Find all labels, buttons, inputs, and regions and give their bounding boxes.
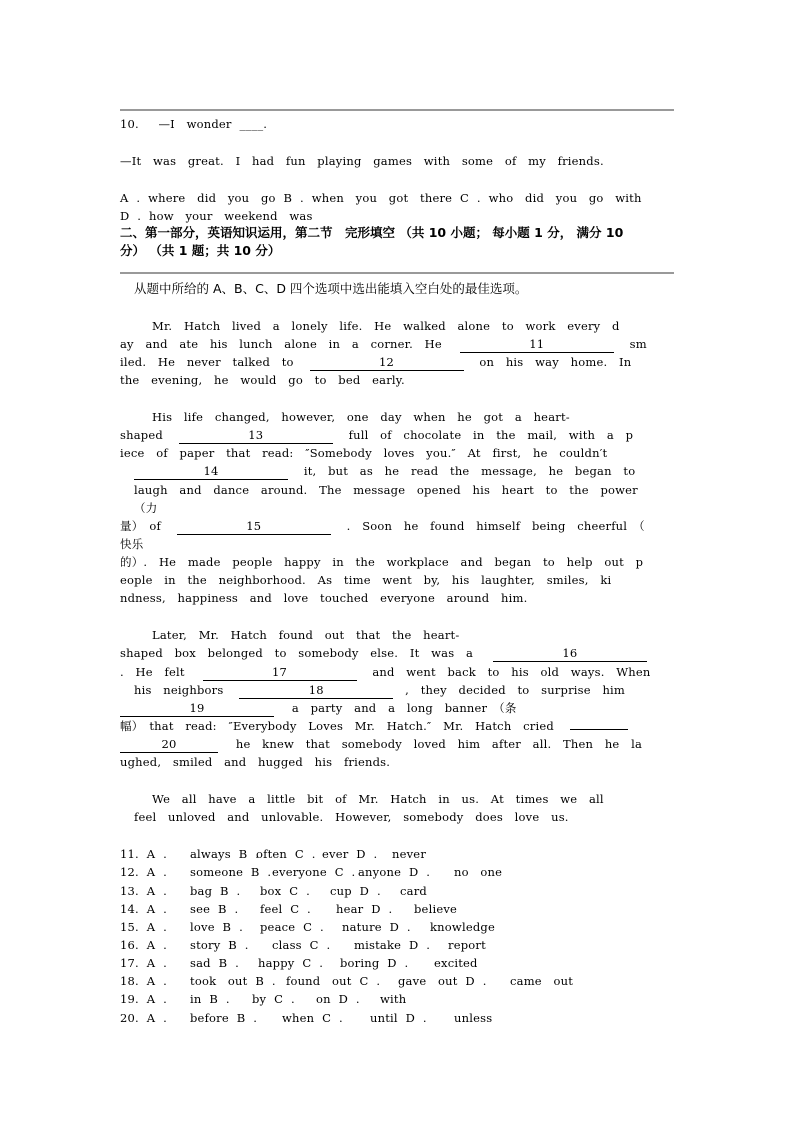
passage-line: （力 [134, 501, 158, 515]
option-c[interactable]: on D . [316, 992, 360, 1006]
passage-line [120, 717, 628, 735]
passage-line [120, 426, 633, 444]
question-20-options [120, 1009, 492, 1027]
blank-18[interactable]: 18 [239, 683, 393, 699]
passage-line: Later, Mr. Hatch found out that the heart- [152, 628, 460, 642]
question-19-options [120, 990, 406, 1008]
option-d[interactable]: never [392, 847, 427, 861]
question-number: 19. A . [120, 992, 167, 1006]
passage-line: laugh and dance around. The message opened his heart to the power [134, 483, 638, 497]
passage-line [120, 644, 647, 662]
passage-text: and went back to his old ways. When [372, 665, 651, 679]
question-15-options [120, 918, 495, 936]
option-a[interactable]: someone B . [190, 865, 272, 879]
option-a[interactable]: took out B . [190, 974, 276, 988]
question-number: 17. A . [120, 956, 167, 970]
passage-text: full of chocolate in the mail, with a p [348, 428, 634, 442]
passage-line [120, 353, 631, 371]
option-c[interactable]: anyone D . [358, 865, 431, 879]
passage-line: ndness, happiness and love touched everyone around him. [120, 591, 528, 605]
option-b[interactable]: box C . [260, 884, 310, 898]
passage-text: his neighbors [134, 683, 224, 697]
question-11-options [120, 845, 426, 863]
option-c[interactable]: boring D . [340, 956, 409, 970]
option-b[interactable]: when C . [282, 1011, 343, 1025]
option-a[interactable]: in B . [190, 992, 230, 1006]
option-d[interactable]: came out [510, 974, 574, 988]
passage-line: ughed, smiled and hugged his friends. [120, 755, 391, 769]
question-14-options [120, 900, 457, 918]
q10-options-2: D . how your weekend was [120, 209, 313, 223]
option-b[interactable]: found out C . [286, 974, 381, 988]
question-17-options [120, 954, 478, 972]
blank-16[interactable]: 16 [493, 646, 647, 662]
passage-text: it, but as he read the message, he began to [303, 464, 636, 478]
blank-13[interactable]: 13 [179, 428, 333, 444]
blank-20-lead [570, 729, 628, 730]
option-b[interactable]: by C . [252, 992, 295, 1006]
question-number: 12. A . [120, 865, 167, 879]
passage-text: shaped box belonged to somebody else. It was a [120, 646, 474, 660]
passage-line: feel unloved and unlovable. However, somebody does love us. [134, 810, 569, 824]
passage-line: Mr. Hatch lived a lonely life. He walked alone to work every d [152, 319, 620, 333]
option-a[interactable]: see B . [190, 902, 239, 916]
option-d[interactable]: report [448, 938, 486, 952]
option-d[interactable]: no one [454, 865, 503, 879]
blank-19[interactable]: 19 [120, 701, 274, 717]
q10-stem: 10. —I wonder ____. [120, 117, 268, 131]
question-number: 15. A . [120, 920, 167, 934]
option-c[interactable]: ever D . [322, 847, 378, 861]
option-d[interactable]: card [400, 884, 427, 898]
passage-text: ay and ate his lunch alone in a corner. He [120, 337, 442, 351]
question-number: 11. A . [120, 847, 167, 861]
passage-line [120, 462, 635, 480]
blank-11[interactable]: 11 [460, 337, 614, 353]
passage-line [120, 335, 647, 353]
passage-text: 量） of [120, 519, 161, 533]
passage-line [134, 681, 625, 699]
passage-text: a party and a long banner （条 [291, 701, 517, 715]
blank-14[interactable]: 14 [134, 464, 288, 480]
passage-text: . He felt [120, 665, 185, 679]
blank-12[interactable]: 12 [310, 355, 464, 371]
option-a[interactable]: sad B . [190, 956, 239, 970]
option-d[interactable]: unless [454, 1011, 493, 1025]
passage-text: on his way home. In [479, 355, 632, 369]
question-12-options [120, 863, 502, 881]
question-number: 13. A . [120, 884, 167, 898]
passage-line [120, 663, 651, 681]
passage-line: 的）. He made people happy in the workplace and began to help out p [120, 555, 644, 569]
option-c[interactable]: until D . [370, 1011, 427, 1025]
option-d[interactable]: with [380, 992, 407, 1006]
passage-line [120, 699, 517, 717]
passage-line: His life changed, however, one day when he got a heart- [152, 410, 570, 424]
passage-text: , they decided to surprise him [405, 683, 626, 697]
q10-reply: —It was great. I had fun playing games with some of my friends. [120, 154, 604, 168]
passage-text: sm [629, 337, 647, 351]
question-13-options [120, 882, 427, 900]
option-d[interactable]: believe [414, 902, 458, 916]
passage-text: he knew that somebody loved him after all. Then he la [235, 737, 643, 751]
passage-line: We all have a little bit of Mr. Hatch in us. At times we all [152, 792, 604, 806]
question-number: 20. A . [120, 1011, 167, 1025]
option-a[interactable]: bag B . [190, 884, 241, 898]
option-d[interactable]: knowledge [430, 920, 495, 934]
option-b[interactable]: feel C . [260, 902, 311, 916]
section-divider [120, 272, 674, 274]
option-b[interactable]: class C . [272, 938, 331, 952]
question-16-options [120, 936, 486, 954]
option-a[interactable]: story B . [190, 938, 249, 952]
passage-line: 快乐 [120, 537, 144, 551]
passage-text: . Soon he found himself being cheerful （ [346, 519, 645, 533]
passage-line: eople in the neighborhood. As time went by, his laughter, smiles, ki [120, 573, 612, 587]
option-a[interactable]: before B . [190, 1011, 258, 1025]
blank-17[interactable]: 17 [203, 665, 357, 681]
option-b[interactable]: everyone C . [272, 865, 356, 879]
option-c[interactable]: nature D . [342, 920, 411, 934]
option-d[interactable]: excited [434, 956, 478, 970]
option-b[interactable]: often C . [256, 847, 316, 861]
question-number: 16. A . [120, 938, 167, 952]
top-divider [120, 109, 674, 111]
passage-line [120, 517, 645, 535]
option-c[interactable]: cup D . [330, 884, 381, 898]
question-number: 18. A . [120, 974, 167, 988]
option-b[interactable]: peace C . [260, 920, 324, 934]
option-c[interactable]: hear D . [336, 902, 393, 916]
passage-line: the evening, he would go to bed early. [120, 373, 405, 387]
question-18-options [120, 972, 573, 990]
passage-line [120, 735, 642, 753]
section-heading-1: 二、第一部分，英语知识运用，第二节 完形填空 （共 10 小题； 每小题 1 分， 满分 10 [120, 225, 624, 240]
section-instruction: 从题中所给的 A、B、C、D 四个选项中选出能填入空白处的最佳选项。 [134, 281, 528, 296]
option-b[interactable]: happy C . [258, 956, 324, 970]
option-a[interactable]: love B . [190, 920, 243, 934]
blank-15[interactable]: 15 [177, 519, 331, 535]
question-number: 14. A . [120, 902, 167, 916]
option-c[interactable]: mistake D . [354, 938, 431, 952]
passage-text: 幅） that read: ″Everybody Loves Mr. Hatch.″ Mr. Hatch cried [120, 719, 554, 733]
section-heading-2: 分） （共 1 题；共 10 分） [120, 243, 281, 258]
blank-20[interactable]: 20 [120, 737, 218, 753]
passage-line: iece of paper that read: ″Somebody loves you.″ At first, he couldn′t [120, 446, 608, 460]
passage-text: shaped [120, 428, 163, 442]
q10-options-1: A . where did you go B . when you got there C . who did you go with [120, 191, 642, 205]
option-c[interactable]: gave out D . [398, 974, 487, 988]
passage-text: iled. He never talked to [120, 355, 294, 369]
option-a[interactable]: always B . [190, 847, 260, 861]
